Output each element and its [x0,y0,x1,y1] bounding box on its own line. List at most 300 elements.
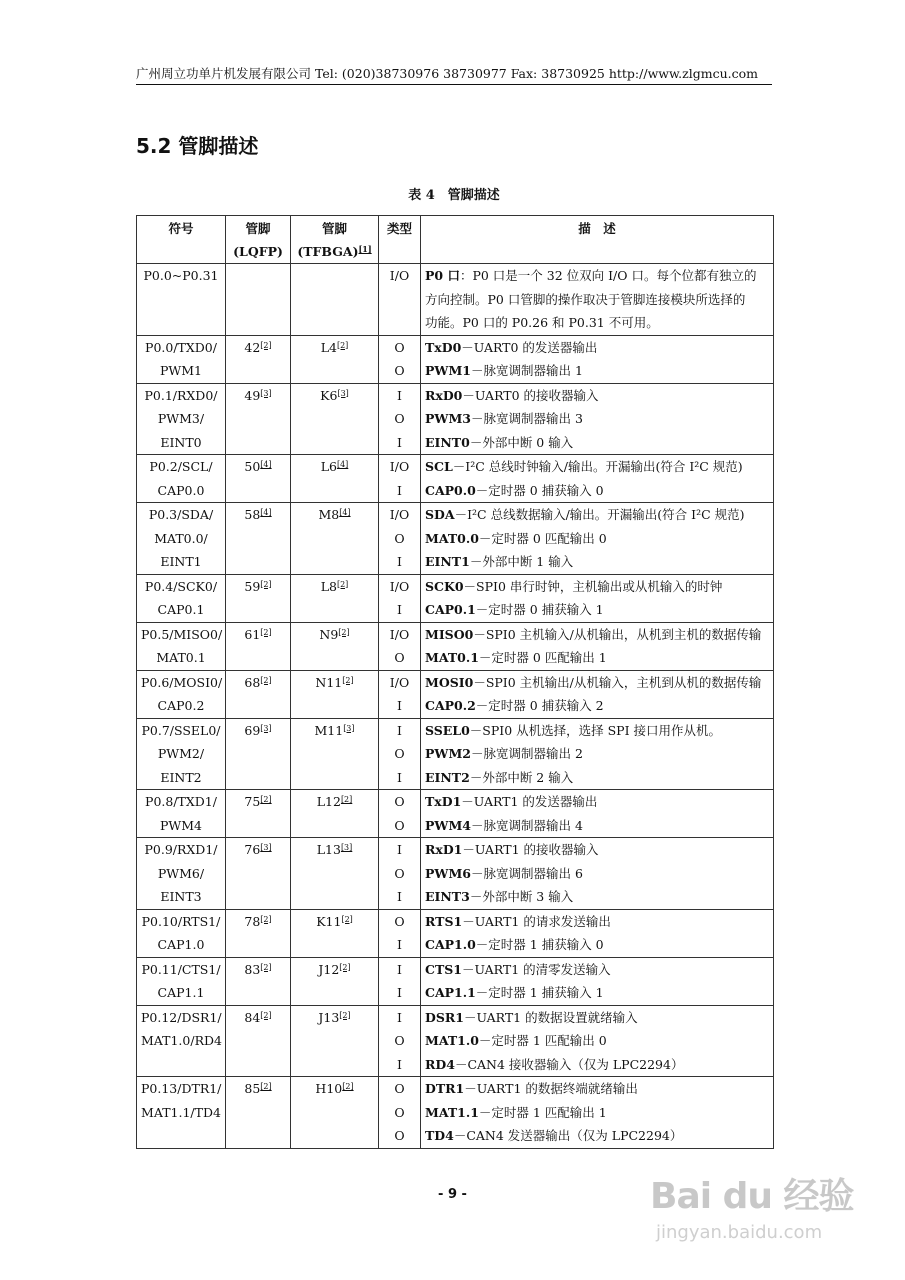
pin-function-name: RxD0 [425,387,463,403]
pin-description-line [425,598,769,622]
header-desc: 描 述 [421,216,774,264]
pin-tfbga-value: L13 [316,842,341,857]
pin-function-name: DSR1 [425,1009,464,1025]
pin-lqfp-footnote[interactable]: [2] [260,795,272,804]
pin-lqfp-value: 84 [244,1009,261,1025]
pin-tfbga-number [295,503,374,527]
pin-function-text: －定时器 0 匹配输出 0 [478,530,607,546]
pin-lqfp [226,574,291,622]
pin-type-line: O [394,363,405,378]
pin-description-line [425,1077,769,1101]
pin-symbol [137,838,226,910]
pin-function-text: －UART1 的数据终端就绪输出 [464,1081,638,1096]
table-row [137,574,774,622]
pin-description-line [425,719,769,743]
pin-function-text: －UART1 的发送器输出 [461,794,598,809]
pin-lqfp-value: 83 [244,961,261,977]
pin-lqfp-number [230,958,286,982]
watermark-url: jingyan.baidu.com [656,1222,823,1243]
pin-symbol [137,1005,226,1077]
pin-tfbga-number [295,671,374,695]
pin-type-line: I/O [389,268,410,283]
pin-description [421,838,774,910]
pin-function-name: TxD1 [425,794,462,809]
pin-lqfp-number [230,623,286,647]
pin-lqfp-value: 42 [244,339,261,355]
table-body [137,264,774,1149]
pin-tfbga-number [295,623,374,647]
pin-symbol-line: P0.2/SCL/ [149,459,213,474]
pin-lqfp [226,718,291,790]
pin-tfbga-number [295,958,374,982]
pin-lqfp-value: 85 [244,1081,261,1096]
pin-lqfp [226,790,291,838]
pin-description-line [425,981,769,1005]
pin-description-line [425,862,769,886]
pin-type-line: O [394,530,405,546]
pin-type [379,335,421,383]
pin-type-line: I [397,889,402,904]
pin-tfbga-number [295,575,374,599]
pin-tfbga-footnote[interactable]: [3] [343,723,355,733]
pin-tfbga [291,909,379,957]
pin-description-line [425,1053,769,1077]
pin-type-line: I/O [389,507,410,522]
header-tfbga-line2: (TFBGA) [297,244,359,259]
pin-lqfp-number [230,1006,286,1030]
pin-symbol [137,909,226,957]
pin-tfbga-footnote[interactable]: [2] [336,579,349,589]
pin-lqfp [226,503,291,575]
pin-function-name: PWM4 [425,817,471,833]
pin-lqfp-footnote[interactable]: [2] [260,962,272,972]
pin-tfbga-number [295,790,374,814]
pin-function-name: EINT2 [425,769,470,785]
pin-type-line: O [394,865,405,881]
pin-symbol-line: P0.3/SDA/ [148,507,214,522]
pin-tfbga-footnote[interactable]: [2] [336,340,349,350]
pin-tfbga-value: J12 [318,961,340,977]
pin-symbol-line: CAP1.1 [157,985,205,1000]
pin-lqfp-footnote[interactable]: [3] [260,843,272,852]
pin-description [421,1077,774,1149]
pin-function-name: PWM2 [425,746,471,761]
pin-symbol [137,383,226,455]
pin-lqfp-footnote[interactable]: [2] [260,1082,272,1091]
pin-type [379,383,421,455]
header-lqfp [226,216,291,264]
pin-symbol [137,622,226,670]
pin-description-line [425,550,769,574]
pin-symbol-line: MAT1.0/RD4 [141,1033,222,1048]
pin-symbol-line: P0.7/SSEL0/ [141,722,221,738]
pin-symbol [137,790,226,838]
pin-type [379,264,421,336]
pin-type-line: I/O [389,578,410,594]
pin-lqfp-value: 75 [244,794,261,809]
pin-description-line [425,1124,769,1148]
pin-function-text: －外部中断 1 输入 [469,554,574,569]
pin-lqfp-number [230,1077,286,1101]
pin-type [379,790,421,838]
header-lqfp-line1: 管脚 [245,221,271,236]
pin-type-line: O [394,1033,405,1048]
pin-symbol-line: PWM2/ [157,746,205,761]
watermark-logo: Bai du 经验 [650,1176,854,1217]
pin-lqfp-value: 68 [244,674,261,690]
table-header-row [137,216,774,264]
pin-function-text: －脉宽调制器输出 6 [470,865,583,881]
pin-symbol-line: PWM4 [159,817,202,833]
pin-description-line [425,742,769,766]
pin-description-line [425,431,769,455]
pin-description-line [425,479,769,503]
pin-symbol [137,718,226,790]
pin-function-text: －I²C 总线时钟输入/输出。开漏输出(符合 I²C 规范) [452,459,743,474]
pin-type-line: I [397,985,402,1000]
section-title: 5.2 管脚描述 [136,134,259,158]
pin-type-line: I [397,1009,402,1025]
pin-function-text: －I²C 总线数据输入/输出。开漏输出(符合 I²C 规范) [454,507,745,522]
table-row [137,503,774,575]
pin-description-line [425,336,769,360]
pin-type-line: I [397,937,402,952]
table-row [137,1005,774,1077]
pin-function-name: CAP0.1 [425,602,476,617]
pin-tfbga-footnote[interactable]: [2] [342,1082,354,1091]
pin-function-name: RTS1 [425,913,463,929]
pin-lqfp-value: 78 [244,913,261,929]
pin-function-name: PWM3 [425,411,471,426]
pin-function-text: －CAN4 发送器输出（仅为 LPC2294） [453,1128,683,1143]
pin-type [379,670,421,718]
pin-description-line [425,790,769,814]
pin-description [421,503,774,575]
pin-lqfp-footnote[interactable]: [2] [260,579,272,589]
pin-symbol-line: P0.6/MOSI0/ [141,674,223,690]
pin-tfbga-value: M11 [314,722,344,738]
pin-function-text: －定时器 0 捕获输入 1 [475,602,604,617]
pin-function-text: －脉宽调制器输出 3 [470,411,583,426]
pin-function-text: －UART1 的数据设置就绪输入 [463,1009,638,1025]
pin-symbol-line: PWM1 [159,363,202,378]
pin-type-line: I [397,698,402,713]
pin-symbol-line: MAT1.1/TD4 [141,1104,221,1120]
table-row [137,622,774,670]
pin-lqfp [226,670,291,718]
pin-lqfp [226,335,291,383]
pin-tfbga-number [295,1077,374,1101]
header-tfbga-note[interactable]: [1] [358,244,372,254]
pin-symbol-line: MAT0.0/ [154,530,208,546]
pin-symbol-line: P0.8/TXD1/ [145,794,217,809]
pin-function-text: －定时器 1 捕获输入 1 [475,985,604,1000]
pin-symbol-line: P0.11/CTS1/ [141,961,221,977]
pin-lqfp-footnote[interactable]: [3] [260,388,272,398]
pin-function-text: －脉宽调制器输出 2 [470,746,583,761]
table-row [137,909,774,957]
pin-symbol-line: P0.12/DSR1/ [141,1009,222,1025]
pin-function-name: MOSI0 [425,674,474,690]
pin-description-line [425,455,769,479]
pin-type-line [383,311,416,335]
pin-type-line: O [394,411,405,426]
pin-type-line: O [394,650,405,665]
pin-type-line: I [397,961,402,977]
pin-tfbga [291,574,379,622]
table-row [137,383,774,455]
table-row [137,838,774,910]
pin-description-line [425,503,769,527]
pin-symbol-line: P0.9/RXD1/ [144,842,218,857]
pin-lqfp-value: 58 [244,507,261,522]
pin-description-line [425,910,769,934]
pin-function-text: －外部中断 3 输入 [469,889,574,904]
pin-description-line [425,623,769,647]
pin-symbol-line: CAP0.0 [157,482,205,498]
pin-function-name: DTR1 [425,1081,465,1096]
pin-description [421,790,774,838]
pin-tfbga [291,622,379,670]
pin-lqfp-value: 69 [244,722,261,738]
pin-tfbga-footnote[interactable]: [2] [340,795,353,804]
pin-description-line [425,407,769,431]
pin-tfbga-footnote[interactable]: [3] [340,843,353,852]
pin-tfbga [291,957,379,1005]
pin-lqfp-number [230,575,286,599]
pin-function-text: －CAN4 接收器输入（仅为 LPC2294） [454,1056,684,1072]
pin-function-text: 功能。P0 口的 P0.26 和 P0.31 不可用。 [425,315,659,330]
pin-function-text: －定时器 1 捕获输入 0 [475,937,604,952]
pin-type [379,838,421,910]
pin-function-text: －定时器 0 匹配输出 1 [478,650,607,665]
pin-tfbga-footnote[interactable]: [2] [338,627,350,637]
pin-type-line: O [394,794,405,809]
pin-tfbga-value: L12 [316,794,341,809]
pin-description-line [425,1006,769,1030]
pin-function-text: －UART1 的清零发送输入 [461,961,611,977]
table-row [137,670,774,718]
pin-function-text: －定时器 1 匹配输出 1 [478,1104,607,1120]
pin-function-text: ：P0 口是一个 32 位双向 I/O 口。每个位都有独立的 [459,268,757,283]
pin-type-line: O [394,339,405,355]
pin-type-line: I [397,1056,402,1072]
pin-lqfp [226,957,291,1005]
pin-symbol-line: EINT1 [160,554,202,569]
pin-tfbga-number [295,264,374,288]
pin-lqfp-number [230,910,286,934]
pin-symbol-line: EINT3 [160,889,202,904]
pin-lqfp [226,264,291,336]
table-row [137,1077,774,1149]
pin-type-line: I [397,842,402,857]
pin-tfbga-footnote[interactable]: [4] [336,460,349,469]
header-type: 类型 [379,216,421,264]
baidu-jingyan-watermark [650,1168,890,1268]
pin-tfbga-number [295,838,374,862]
table-row [137,264,774,336]
pin-symbol-line: CAP0.1 [157,602,205,617]
pin-symbol-line: P0.13/DTR1/ [141,1081,222,1096]
pin-type-line: O [394,1081,405,1096]
pin-symbol [137,264,226,336]
pin-lqfp-number [230,336,286,360]
pin-description-line [425,646,769,670]
pin-lqfp-footnote[interactable]: [4] [260,508,272,517]
pin-function-text: －外部中断 2 输入 [469,769,574,785]
pin-function-text: －SPI0 主机输出/从机输入，主机到从机的数据传输 [473,674,762,690]
pin-type-line: I/O [389,674,410,690]
pin-type-line: I [397,482,402,498]
pin-tfbga [291,335,379,383]
pin-description [421,670,774,718]
pin-lqfp-footnote[interactable]: [2] [260,340,272,350]
pin-symbol-line: PWM3/ [157,411,205,426]
pin-description-line [425,933,769,957]
pin-function-name: CAP0.2 [425,698,476,713]
pin-description-line [425,384,769,408]
pin-tfbga [291,718,379,790]
pin-function-text: 方向控制。P0 口管脚的操作取决于管脚连接模块所选择的 [425,291,746,307]
pin-tfbga-footnote[interactable]: [2] [339,1010,351,1020]
pin-function-text: －脉宽调制器输出 1 [470,363,583,378]
pin-function-name: PWM6 [425,865,471,881]
pin-lqfp-footnote[interactable]: [2] [260,675,272,685]
pin-tfbga-number [295,1006,374,1030]
pin-function-name: RxD1 [425,842,463,857]
pin-symbol-line: P0.10/RTS1/ [141,913,221,929]
pin-tfbga-value: L4 [320,339,337,355]
pin-type-line: O [394,746,405,761]
pin-function-name: SCK0 [425,578,464,594]
pin-function-name: PWM1 [425,363,471,378]
pin-description-line [425,1101,769,1125]
pin-description-line [425,264,769,288]
pin-function-text: －外部中断 0 输入 [469,434,574,450]
pin-type [379,574,421,622]
pin-lqfp [226,909,291,957]
header-tfbga [291,216,379,264]
pin-tfbga [291,790,379,838]
pin-tfbga-value: N11 [315,674,343,690]
table-row [137,790,774,838]
pin-function-text: －定时器 0 捕获输入 2 [475,698,604,713]
pin-symbol [137,335,226,383]
pin-tfbga-footnote[interactable]: [2] [341,914,353,924]
pin-function-text: －UART0 的发送器输出 [461,339,598,355]
page-header: 广州周立功单片机发展有限公司 Tel: (020)38730976 38730977 Fax: 38730925 http://www.zlgmcu.com [136,66,758,81]
pin-symbol [137,574,226,622]
pin-lqfp-number [230,838,286,862]
pin-lqfp-number [230,503,286,527]
pin-description [421,383,774,455]
pin-description-line [425,671,769,695]
pin-description [421,909,774,957]
pin-function-name: CAP1.0 [425,937,476,952]
pin-lqfp-value: 61 [244,626,261,642]
pin-description-line [425,838,769,862]
pin-type [379,1077,421,1149]
pin-tfbga-number [295,719,374,743]
pin-description [421,335,774,383]
pin-tfbga-value: L8 [320,578,337,594]
pin-description-line [425,359,769,383]
pin-tfbga-footnote[interactable]: [4] [339,508,351,517]
pin-tfbga-footnote[interactable]: [2] [342,675,354,685]
pin-function-name: TD4 [425,1128,454,1143]
pin-lqfp-number [230,264,286,288]
pin-description-line [425,958,769,982]
page-number: - 9 - [438,1187,467,1202]
pin-tfbga-value: M8 [318,507,340,522]
pin-function-text: －定时器 1 匹配输出 0 [478,1033,607,1048]
pin-tfbga-footnote[interactable]: [2] [339,962,351,972]
pin-lqfp [226,455,291,503]
pin-lqfp-footnote[interactable]: [2] [260,627,272,637]
pin-lqfp-value: 76 [244,842,261,857]
pin-tfbga-value: J13 [318,1009,340,1025]
pin-symbol-line: P0.1/RXD0/ [144,387,218,403]
pin-function-name: SSEL0 [425,722,470,738]
pin-tfbga-number [295,384,374,408]
pin-function-text: －脉宽调制器输出 4 [470,817,583,833]
pin-description-line [425,766,769,790]
pin-type [379,1005,421,1077]
pin-tfbga-number [295,910,374,934]
pin-tfbga [291,670,379,718]
pin-type-line: O [394,1128,405,1143]
pin-type [379,718,421,790]
header-rule [136,84,772,85]
pin-tfbga-footnote[interactable]: [3] [337,388,349,398]
pin-type [379,909,421,957]
pin-function-name: P0 口 [425,268,460,283]
pin-symbol-line: CAP0.2 [157,698,205,713]
pin-type-line: I [397,387,402,403]
pin-symbol-line: MAT0.1 [156,650,206,665]
pin-tfbga-value: K11 [316,913,342,929]
pin-description [421,264,774,336]
pin-tfbga [291,455,379,503]
pin-type-line: O [394,817,405,833]
pin-lqfp-footnote[interactable]: [2] [260,914,272,924]
pin-function-name: MISO0 [425,626,474,642]
pin-function-text: －SPI0 从机选择，选择 SPI 接口用作从机。 [469,722,721,738]
pin-lqfp [226,1077,291,1149]
pin-type-line: I [397,602,402,617]
pin-lqfp [226,838,291,910]
pin-lqfp-number [230,671,286,695]
pin-description [421,455,774,503]
pin-lqfp-number [230,790,286,814]
pin-tfbga-number [295,336,374,360]
pin-description [421,574,774,622]
pin-tfbga [291,503,379,575]
pin-tfbga-value: L6 [320,459,337,474]
pin-type [379,957,421,1005]
pin-lqfp-footnote[interactable]: [2] [260,1010,272,1020]
pin-type-line: O [394,1104,405,1120]
pin-tfbga-value: H10 [315,1081,343,1096]
pin-lqfp-footnote[interactable]: [4] [260,460,272,469]
pin-description-line [425,885,769,909]
pin-function-text: －UART1 的接收器输入 [462,842,599,857]
pin-lqfp-footnote[interactable]: [3] [260,723,272,733]
pin-description [421,1005,774,1077]
pin-type-line: I/O [389,626,410,642]
pin-function-name: MAT0.1 [425,650,479,665]
pin-symbol-line: P0.0/TXD0/ [145,339,217,355]
